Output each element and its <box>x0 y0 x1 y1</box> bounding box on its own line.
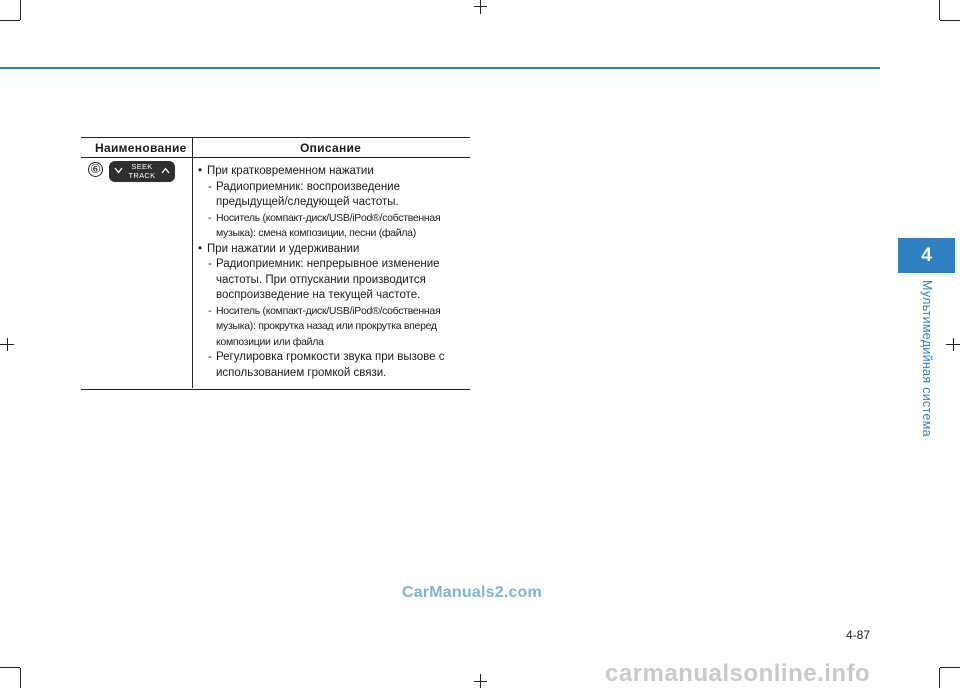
continuation-line: музыка): прокрутка назад или прокрутка вперед <box>216 320 437 332</box>
registration-mark <box>7 338 8 351</box>
registration-mark <box>474 6 487 7</box>
sub-line: - Радиоприемник: воспроизведение <box>208 180 400 193</box>
bullet-line: • При кратковременном нажатии <box>198 165 374 177</box>
crop-mark <box>940 20 960 21</box>
sub-line: - Радиоприемник: непрерывное изменение <box>208 258 440 270</box>
seek-label: SEEK <box>131 162 153 171</box>
registration-mark <box>480 0 481 14</box>
seek-track-button-illustration <box>109 161 175 182</box>
page-number: 4-87 <box>846 628 871 642</box>
bullet-line: • При нажатии и удерживании <box>198 242 360 255</box>
watermark-manualsonline: carmanualsonline.info <box>605 660 871 687</box>
continuation-line: частоты. При отпускании производится <box>216 273 426 286</box>
sub-line: - Носитель (компакт-диск/USB/iPod®/собственная <box>208 304 441 317</box>
description-text <box>198 164 470 381</box>
sub-line: - Регулировка громкости звука при вызове с <box>208 351 445 363</box>
continuation-line: использованием громкой связи. <box>216 366 387 379</box>
registration-mark <box>474 681 487 682</box>
header-name: Наименование <box>95 141 187 155</box>
watermark-carmanuals: CarManuals2.com <box>402 584 542 601</box>
sub-line: - Носитель (компакт-диск/USB/iPod®/собственная <box>208 211 441 224</box>
crop-mark <box>20 0 21 20</box>
controls-table <box>81 137 470 390</box>
crop-mark <box>0 667 20 668</box>
table-row <box>81 158 470 390</box>
chevron-up-icon <box>161 167 170 174</box>
chapter-tab: 4 <box>898 238 955 273</box>
chapter-title-text: Мультимедийная система <box>920 280 934 437</box>
crop-mark <box>939 668 940 688</box>
crop-mark <box>940 667 960 668</box>
header-description: Описание <box>300 141 362 155</box>
item-number: ⑥ <box>88 162 103 177</box>
track-label: TRACK <box>128 171 156 180</box>
chapter-title <box>920 280 934 450</box>
registration-mark <box>953 338 954 351</box>
continuation-line: композиции или файла <box>216 335 324 348</box>
table-header <box>81 137 470 158</box>
continuation-line: предыдущей/следующей частоты. <box>216 196 399 208</box>
continuation-line: музыка): смена композиции, песни (файла) <box>216 227 416 239</box>
crop-mark <box>0 20 20 21</box>
header-rule <box>0 67 880 69</box>
crop-mark <box>20 668 21 688</box>
crop-mark <box>939 0 940 20</box>
continuation-line: воспроизведение на текущей частоте. <box>216 289 421 301</box>
